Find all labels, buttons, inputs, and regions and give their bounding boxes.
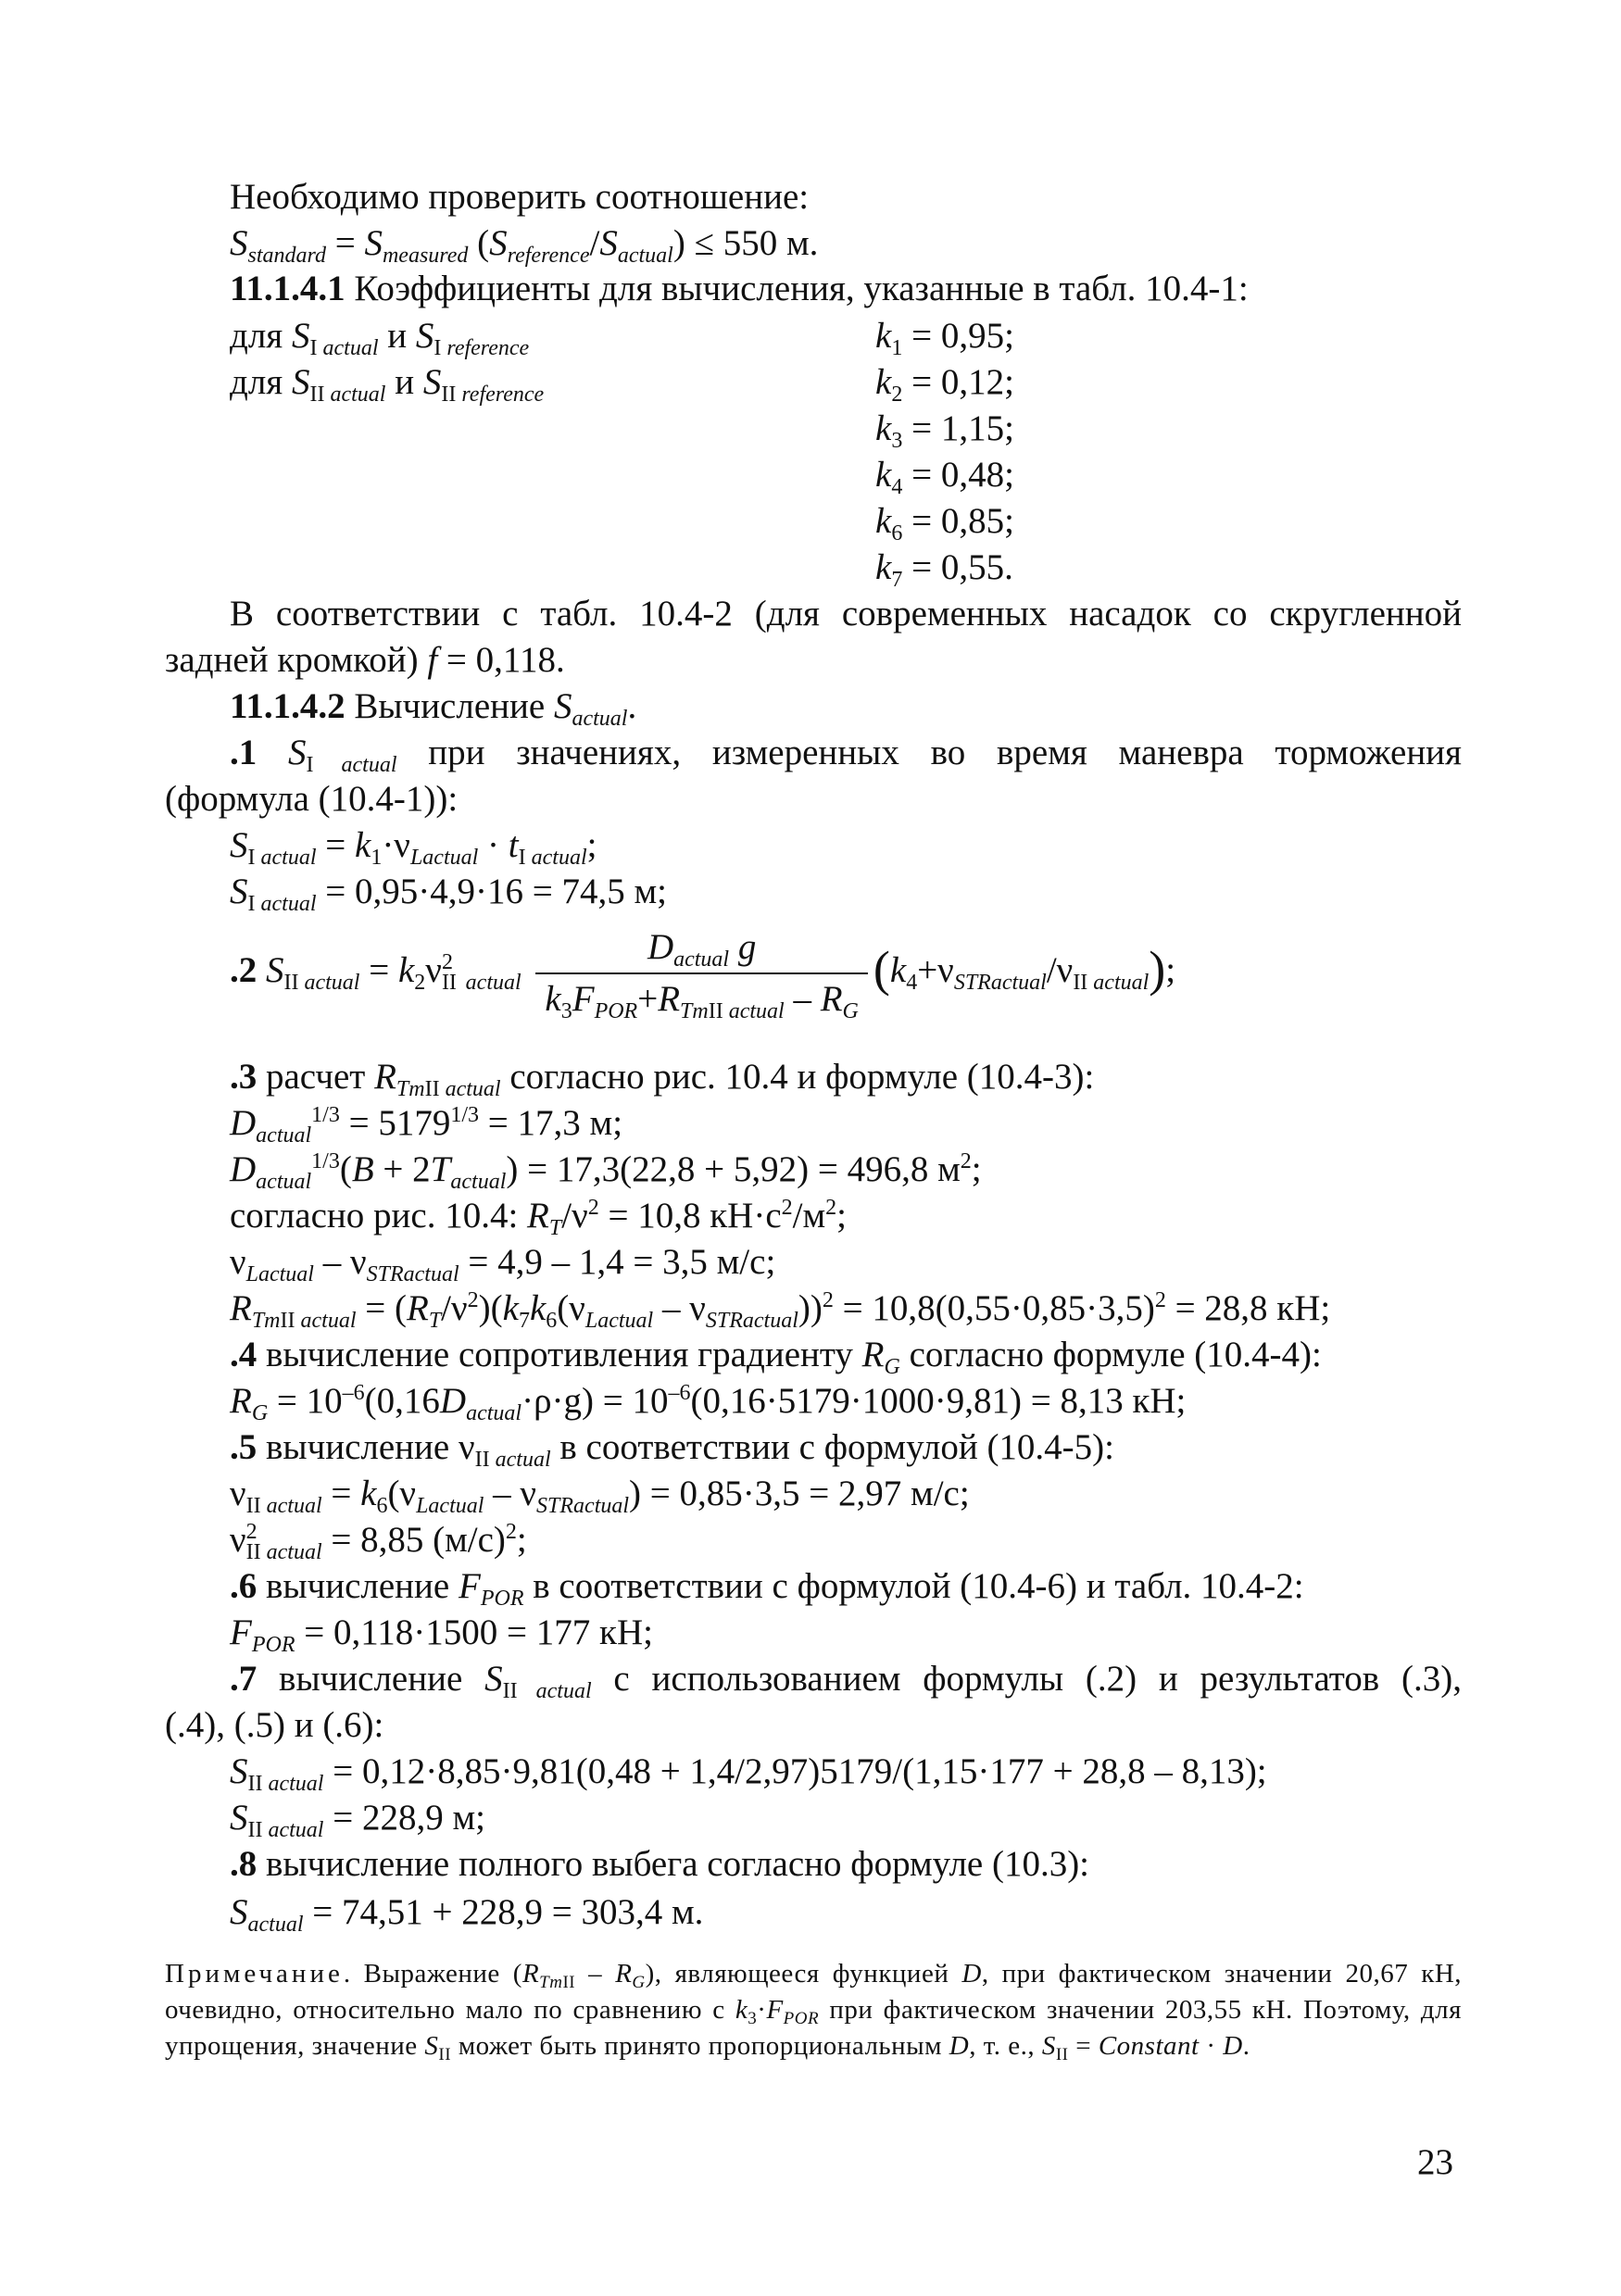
for-SI-label: для $S_{I actual}$ и $S_{I reference}$	[230, 316, 530, 360]
item-5: .5 вычисление $\nu_{II actual}$ в соответствии с формулой (10.4-5):	[230, 1427, 1114, 1472]
coef-k7: $k_7 = 0,55$.	[875, 547, 1013, 592]
item-6: .6 вычисление $F_{POR}$ в соответствии с формулой (10.4-6) и табл. 10.4-2:	[230, 1566, 1304, 1611]
result-SII: $S_{II actual} = 228,9$ м;	[230, 1798, 485, 1842]
section-11142: 11.1.4.2 Вычисление $S_{actual}$.	[230, 686, 637, 731]
section-11141: 11.1.4.1 Коэффициенты для вычисления, указанные в табл. 10.4-1:	[230, 269, 1249, 308]
calc-vdiff: $\nu_{Lactual} - \nu_{STRactual} = 4,9 - 1,4 = 3,5$ м/с;	[230, 1242, 776, 1286]
para-f-line1: В соответствии с табл. 10.4-2 (для современных насадок со скругленной	[230, 594, 1462, 634]
item-2-formula: .2 $S_{II actual} = k_2\nu^2_{II}$ $_{actual}$ $\frac{D_{actual} g}{k_3F_{POR}+R_{TmII actual} - R_G}$ $(k_4+\nu_{STRactual}/\nu_{II actual})$;	[230, 927, 1176, 1023]
note: Примечание. Выражение $(R_{TmII} - R_G)$, являющееся функцией D, при фактическом значении 20,67 кН, очевидно, относительно мало по сравнению с $k_3\cdot F_{POR}$ при фактическом значении 203,55 кН. Поэтому, для упрощения, значение $S_{II}$ может быть принято пропорциональным D, т. е., $S_{II}$ = Constant · D.	[165, 1959, 1463, 2064]
calc-FPOR: $F_{POR} = 0,118\cdot 1500 = 177$ кН;	[230, 1612, 653, 1657]
item-8: .8 вычисление полного выбега согласно формуле (10.3):	[230, 1844, 1090, 1884]
formula-fraction: $\frac{D_{actual} g}{k_3F_{POR}+R_{TmII actual} - R_G}$	[535, 926, 867, 1021]
calc-SII: $S_{II actual} = 0,12\cdot 8,85\cdot 9,81(0,48 + 1,4/2,97)5179/(1,15\cdot 177 + 28,8 - 8,13)$;	[230, 1751, 1267, 1796]
formula-SI: $S_{I actual} = k_1\cdot\nu_{Lactual} \cdot t_{I actual}$;	[230, 825, 597, 870]
item-1-cont: (формула (10.4-1)):	[165, 779, 459, 819]
ratio-formula: $S_{standard} = S_{measured}$ $(S_{reference}/S_{actual}) \le 550$ м.	[230, 223, 819, 268]
item-3: .3 расчет $R_{TmII actual}$ согласно рис. 10.4 и формуле (10.4-3):	[230, 1057, 1095, 1101]
calc-Sactual: $S_{actual} = 74,51 + 228,9 = 303,4$ м.	[230, 1892, 704, 1937]
item-7-cont: (.4), (.5) и (.6):	[165, 1705, 384, 1745]
calc-RT: согласно рис. 10.4: $R_T/\nu^2 = 10,8$ $кН\cdot с^2/м^2$;	[230, 1196, 847, 1240]
para-f-line2: задней кромкой) f = 0,118.	[165, 640, 565, 680]
intro-text: Необходимо проверить соотношение:	[230, 177, 810, 217]
calc-RG: $R_G = 10^{-6}(0,16D_{actual}\cdot\rho\cdot g) = 10^{-6}(0,16\cdot 5179\cdot 1000\cdot 9,81) = 8,13$ кН;	[230, 1381, 1187, 1425]
calc-D13: $D_{actual}^{1/3} = 5179^{1/3} = 17,3$ м;	[230, 1103, 623, 1148]
item-7: .7 вычисление $S_{II actual}$ с использованием формулы (.2) и результатов (.3),	[230, 1659, 1462, 1703]
page-number: 23	[1417, 2142, 1453, 2182]
calc-SI: $S_{I actual} = 0,95\cdot 4,9\cdot 16 = 74,5$ м;	[230, 872, 667, 916]
for-SII-label: для $S_{II actual}$ и $S_{II reference}$	[230, 362, 545, 407]
calc-DBT: $D_{actual}^{1/3}(B + 2T_{actual}) = 17,3(22,8 + 5,92) = 496,8$ $м^2$;	[230, 1149, 982, 1194]
coef-k2: $k_2 = 0,12$;	[875, 362, 1014, 407]
coef-k1: $k_1 = 0,95$;	[875, 316, 1014, 360]
item-4: .4 вычисление сопротивления градиенту $R_G$ согласно формуле (10.4-4):	[230, 1335, 1322, 1379]
calc-RTm: $R_{TmII actual} = (R_T/\nu^2)(k_7k_6(\nu_{Lactual} - \nu_{STRactual}))^2 = 10,8(0,55\cdot 0,85\cdot 3,5)^2 = 28,8$ кН;	[230, 1288, 1331, 1333]
coef-k6: $k_6 = 0,85$;	[875, 501, 1014, 546]
coef-k3: $k_3 = 1,15$;	[875, 408, 1014, 453]
calc-vII-squared: $\nu^2_{II actual} = 8,85$ $(м/с)^2$;	[230, 1520, 527, 1564]
calc-vII: $\nu_{II actual} = k_6(\nu_{Lactual} - \nu_{STRactual}) = 0,85\cdot 3,5 = 2,97$ м/с;	[230, 1474, 970, 1518]
item-1: .1 $S_{I actual}$ при значениях, измеренных во время маневра торможения	[230, 733, 1462, 777]
coef-k4: $k_4 = 0,48$;	[875, 455, 1014, 499]
